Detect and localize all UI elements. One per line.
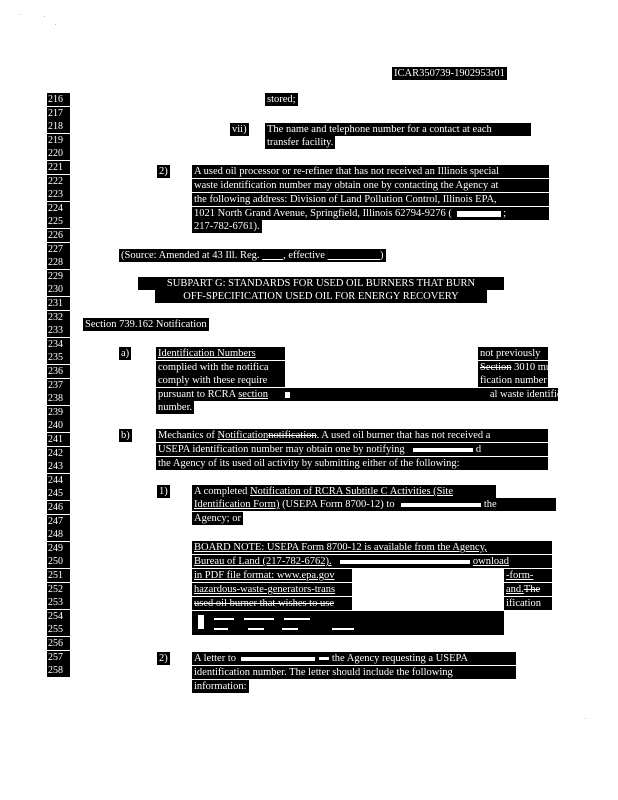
redaction-bar (319, 657, 329, 660)
item-vii-marker: vii) (232, 124, 247, 135)
redaction-mark (214, 618, 234, 620)
line-number: 252 (47, 583, 70, 596)
line-216-text: stored; (267, 94, 296, 105)
item-b2-marker: 2) (159, 653, 168, 664)
board-note-249-text: Bureau of Land (217-782-6762). (194, 556, 332, 567)
item-2-line-224-text: 1021 North Grand Avenue, Springfield, Illinois 62794-9276 ( (194, 208, 452, 219)
line-number: 227 (47, 243, 70, 256)
board-note-249-tail: ownload (472, 556, 510, 567)
source-blank-1 (262, 250, 283, 261)
scan-speck (20, 14, 21, 15)
section-title: Section 739.162 Notification (85, 319, 207, 330)
board-note-251-deleted: The (523, 584, 541, 595)
line-number: 246 (47, 501, 70, 514)
line-number: 226 (47, 229, 70, 242)
line-number: 249 (47, 542, 70, 555)
board-note-line-249 (192, 555, 552, 568)
line-number: 236 (47, 365, 70, 378)
subpart-heading-line2: OFF-SPECIFICATION USED OIL FOR ENERGY RECOVERY (155, 290, 487, 303)
line-number: 237 (47, 379, 70, 392)
line-number: 248 (47, 528, 70, 541)
item-2-line-225: 217-782-6761). (194, 221, 260, 232)
line-number: 244 (47, 474, 70, 487)
item-2-line-222: waste identification number may obtain one by contacting the Agency at (192, 179, 549, 192)
item-b1-line-246: Agency; or (194, 513, 241, 524)
item-b2-line-258: information: (194, 681, 247, 692)
line-number: 232 (47, 311, 70, 324)
line-number: 220 (47, 147, 70, 160)
source-prefix: (Source: Amended at 43 Ill. Reg. (121, 250, 260, 261)
scan-speck (44, 16, 45, 17)
subsection-a-line-234b: not previously (478, 347, 548, 360)
board-note-250-text: in PDF file format: www.epa.gov (194, 570, 335, 581)
line-number: 228 (47, 256, 70, 269)
redaction-bar (285, 392, 290, 398)
line-number: 242 (47, 447, 70, 460)
item-b1-line-244 (192, 485, 496, 498)
line-number: 221 (47, 161, 70, 174)
item-b2-line-257: identification number. The letter should include the following (192, 666, 516, 679)
scan-speck (55, 24, 56, 25)
redaction-mark (244, 618, 274, 620)
line-number: 251 (47, 569, 70, 582)
subsection-b-marker: b) (121, 430, 130, 441)
b1-245-inserted: Identification Form) (194, 499, 280, 510)
a-identification-numbers: Identification Numbers (158, 348, 256, 359)
redaction-mark (284, 618, 310, 620)
subsection-b-line-242: the Agency of its used oil activity by submitting either of the following: (156, 457, 548, 470)
line-number: 230 (47, 283, 70, 296)
item-2-line-221: A used oil processor or re-refiner that has not received an Illinois special (192, 165, 549, 178)
line-number: 243 (47, 460, 70, 473)
line-number: 219 (47, 134, 70, 147)
subpart-heading-line1: SUBPART G: STANDARDS FOR USED OIL BURNERS THAT BURN (138, 277, 504, 290)
item-vii-line2: transfer facility. (267, 137, 334, 148)
redaction-mark (198, 615, 204, 629)
line-number: 217 (47, 107, 70, 120)
item-2-line-224 (192, 207, 549, 220)
line-number: 255 (47, 623, 70, 636)
b-241-text: USEPA identification number may obtain one by notifying (158, 444, 405, 455)
redaction-bar (241, 657, 315, 661)
subsection-a-line-235b (478, 361, 559, 374)
b-240-inserted: Notification (217, 430, 269, 441)
board-note-251-tail: and. (506, 584, 524, 595)
b-240-deleted: notification (268, 430, 317, 441)
b1-244-prefix: A completed (194, 486, 250, 497)
redaction-bar (401, 503, 481, 507)
board-note-line-248 (192, 541, 552, 554)
redaction-mark (248, 628, 264, 630)
item-2-line-224-end: ; (503, 208, 507, 219)
line-number: 253 (47, 596, 70, 609)
board-note-line-251a (192, 583, 352, 596)
a-deleted-section: Section (480, 362, 512, 373)
board-note-line-252b (504, 597, 552, 610)
subsection-b-line-241 (156, 443, 548, 456)
board-note-252-tail: ification (506, 598, 541, 609)
line-number: 233 (47, 324, 70, 337)
subsection-a-line-237 (156, 388, 583, 401)
b1-244-inserted: Notification of RCRA Subtitle C Activities (Site (250, 486, 453, 497)
board-note-line-252a (192, 597, 352, 610)
line-number: 254 (47, 610, 70, 623)
line-number: 235 (47, 351, 70, 364)
redaction-mark (332, 628, 354, 630)
line-number: 258 (47, 664, 70, 677)
board-note-250-tail: -form- (506, 570, 534, 581)
line-number: 216 (47, 93, 70, 106)
redaction-bar (457, 211, 501, 217)
subsection-a-line-238: number. (158, 402, 193, 413)
source-suffix: ) (380, 250, 384, 261)
a-237-section: section (238, 389, 268, 400)
b-240-tail: . A used oil burner that has not received a (316, 430, 491, 441)
a-237-tail: al waste identification (489, 389, 583, 400)
line-number: 222 (47, 175, 70, 188)
line-number: 250 (47, 555, 70, 568)
line-number: 224 (47, 202, 70, 215)
redaction-bar (340, 560, 470, 564)
line-number: 218 (47, 120, 70, 133)
source-blank-2 (328, 250, 381, 261)
subsection-a-line-235a: complied with the notifica (156, 361, 285, 374)
b1-245-tail: the (483, 499, 497, 510)
a-237-text: pursuant to RCRA (158, 389, 239, 400)
line-number: 247 (47, 515, 70, 528)
line-number: 241 (47, 433, 70, 446)
board-note-line-251b (504, 583, 552, 596)
a-235-tail: 3010 must (511, 362, 559, 373)
board-note-redacted-block (192, 611, 504, 635)
item-b1-marker: 1) (159, 486, 168, 497)
line-number: 257 (47, 651, 70, 664)
board-note-line-250b (504, 569, 552, 582)
line-number: 231 (47, 297, 70, 310)
line-number: 234 (47, 338, 70, 351)
board-note-248-text: BOARD NOTE: USEPA Form 8700-12 is available from the Agency, (194, 542, 487, 553)
b-240-prefix: Mechanics of (158, 430, 218, 441)
board-note-252-deleted: used oil burner that wishes to use (194, 598, 334, 609)
line-number: 245 (47, 487, 70, 500)
source-note (119, 249, 386, 262)
subsection-a-line-236a: comply with these require (156, 374, 285, 387)
subsection-a-line-234a (156, 347, 285, 360)
source-mid: , effective (283, 250, 325, 261)
subsection-a-marker: a) (121, 348, 130, 359)
line-number: 225 (47, 215, 70, 228)
redaction-mark (282, 628, 298, 630)
b1-245-text: (USEPA Form 8700-12) to (279, 499, 395, 510)
board-note-251-text: hazardous-waste-generators-trans (194, 584, 336, 595)
item-b2-line-256 (192, 652, 516, 665)
subsection-a-line-236b: fication number (480, 375, 547, 386)
item-2-line-223: the following address: Division of Land Pollution Control, Illinois EPA, (192, 193, 549, 206)
board-note-line-250a (192, 569, 352, 582)
document-id: ICAR350739-1902953r01 (394, 68, 505, 79)
redaction-bar (413, 448, 473, 452)
b2-256-tail: the Agency requesting a USEPA (331, 653, 468, 664)
b2-256-prefix: A letter to (194, 653, 236, 664)
line-number: 229 (47, 270, 70, 283)
scan-speck (585, 718, 586, 719)
b-241-tail: d (475, 444, 482, 455)
item-vii-line1: The name and telephone number for a contact at each (265, 123, 531, 136)
item-2-marker: 2) (159, 166, 168, 177)
line-number: 239 (47, 406, 70, 419)
line-number: 240 (47, 419, 70, 432)
line-number: 238 (47, 392, 70, 405)
line-number: 256 (47, 637, 70, 650)
item-b1-line-245 (192, 498, 556, 511)
subsection-b-line-240 (156, 429, 548, 442)
line-number: 223 (47, 188, 70, 201)
redaction-mark (214, 628, 228, 630)
